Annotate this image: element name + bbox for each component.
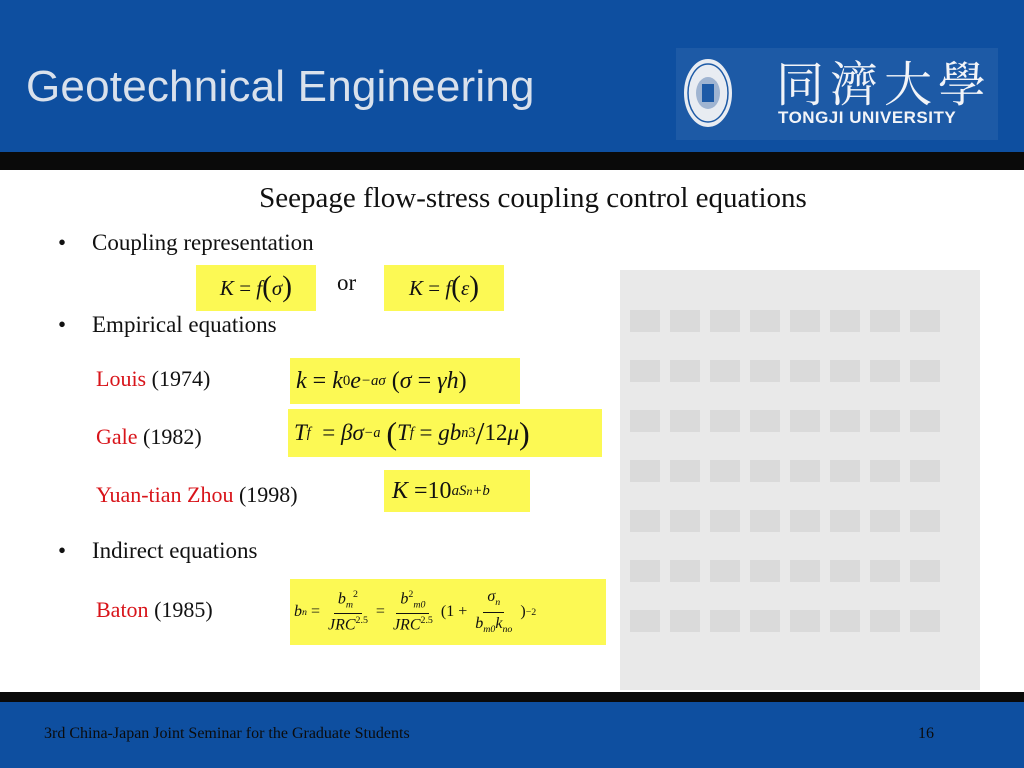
reference-year: (1974) — [151, 366, 211, 391]
reference-louis — [96, 366, 210, 392]
university-chinese-name: 同濟大學 — [776, 57, 993, 113]
reference-zhou — [96, 482, 298, 508]
bullet-label: Empirical equations — [92, 312, 277, 337]
bullet-indirect-equations — [58, 538, 257, 564]
equation-coupling-stress: K = f ( σ ) — [196, 265, 316, 311]
equation-gale: T f = βσ −a ( T f = gb n 3 / 12 μ ) — [288, 409, 602, 457]
header-divider — [0, 152, 1024, 170]
footer-divider — [0, 692, 1024, 702]
equation-zhou: K =10 aSn+b — [384, 470, 530, 512]
bullet-label: Coupling representation — [92, 230, 314, 255]
building-background-image — [600, 250, 1000, 690]
reference-year: (1985) — [154, 597, 213, 622]
reference-author: Gale — [96, 424, 138, 449]
bullet-empirical-equations — [58, 312, 277, 338]
reference-author: Louis — [96, 366, 147, 391]
tongji-seal-icon — [680, 54, 736, 132]
footer-text: 3rd China-Japan Joint Seminar for the Graduate Students — [44, 725, 410, 742]
equation-louis: k = k 0 e −aσ ( σ = γh ) — [290, 358, 520, 404]
reference-year: (1982) — [143, 424, 202, 449]
reference-gale — [96, 424, 202, 450]
reference-author: Baton — [96, 597, 149, 622]
or-label: or — [337, 270, 357, 295]
header-title: Geotechnical Engineering — [26, 62, 535, 111]
bullet-dot-icon: • — [58, 312, 67, 337]
reference-baton — [96, 597, 213, 623]
bullet-coupling-representation — [58, 230, 314, 256]
slide-title: Seepage flow-stress coupling control equations — [259, 182, 807, 214]
bullet-label: Indirect equations — [92, 538, 258, 563]
university-english-name: TONGJI UNIVERSITY — [778, 108, 957, 127]
equation-coupling-strain: K = f ( ε ) — [384, 265, 504, 311]
page-number: 16 — [918, 725, 934, 742]
reference-year: (1998) — [238, 482, 298, 507]
reference-author: Yuan-tian Zhou — [96, 482, 234, 507]
bullet-dot-icon: • — [58, 230, 67, 255]
bullet-dot-icon: • — [58, 538, 67, 563]
equation-baton: b n = $\frac{b_m^2}{JRC^{2.5}}$ = $\frac{b^2_{m0}}{JRC^{2.5}}$ (1 + $\frac{\sigma_n}{b_{m0}k_{no}}$ ) −2 — [290, 579, 606, 645]
